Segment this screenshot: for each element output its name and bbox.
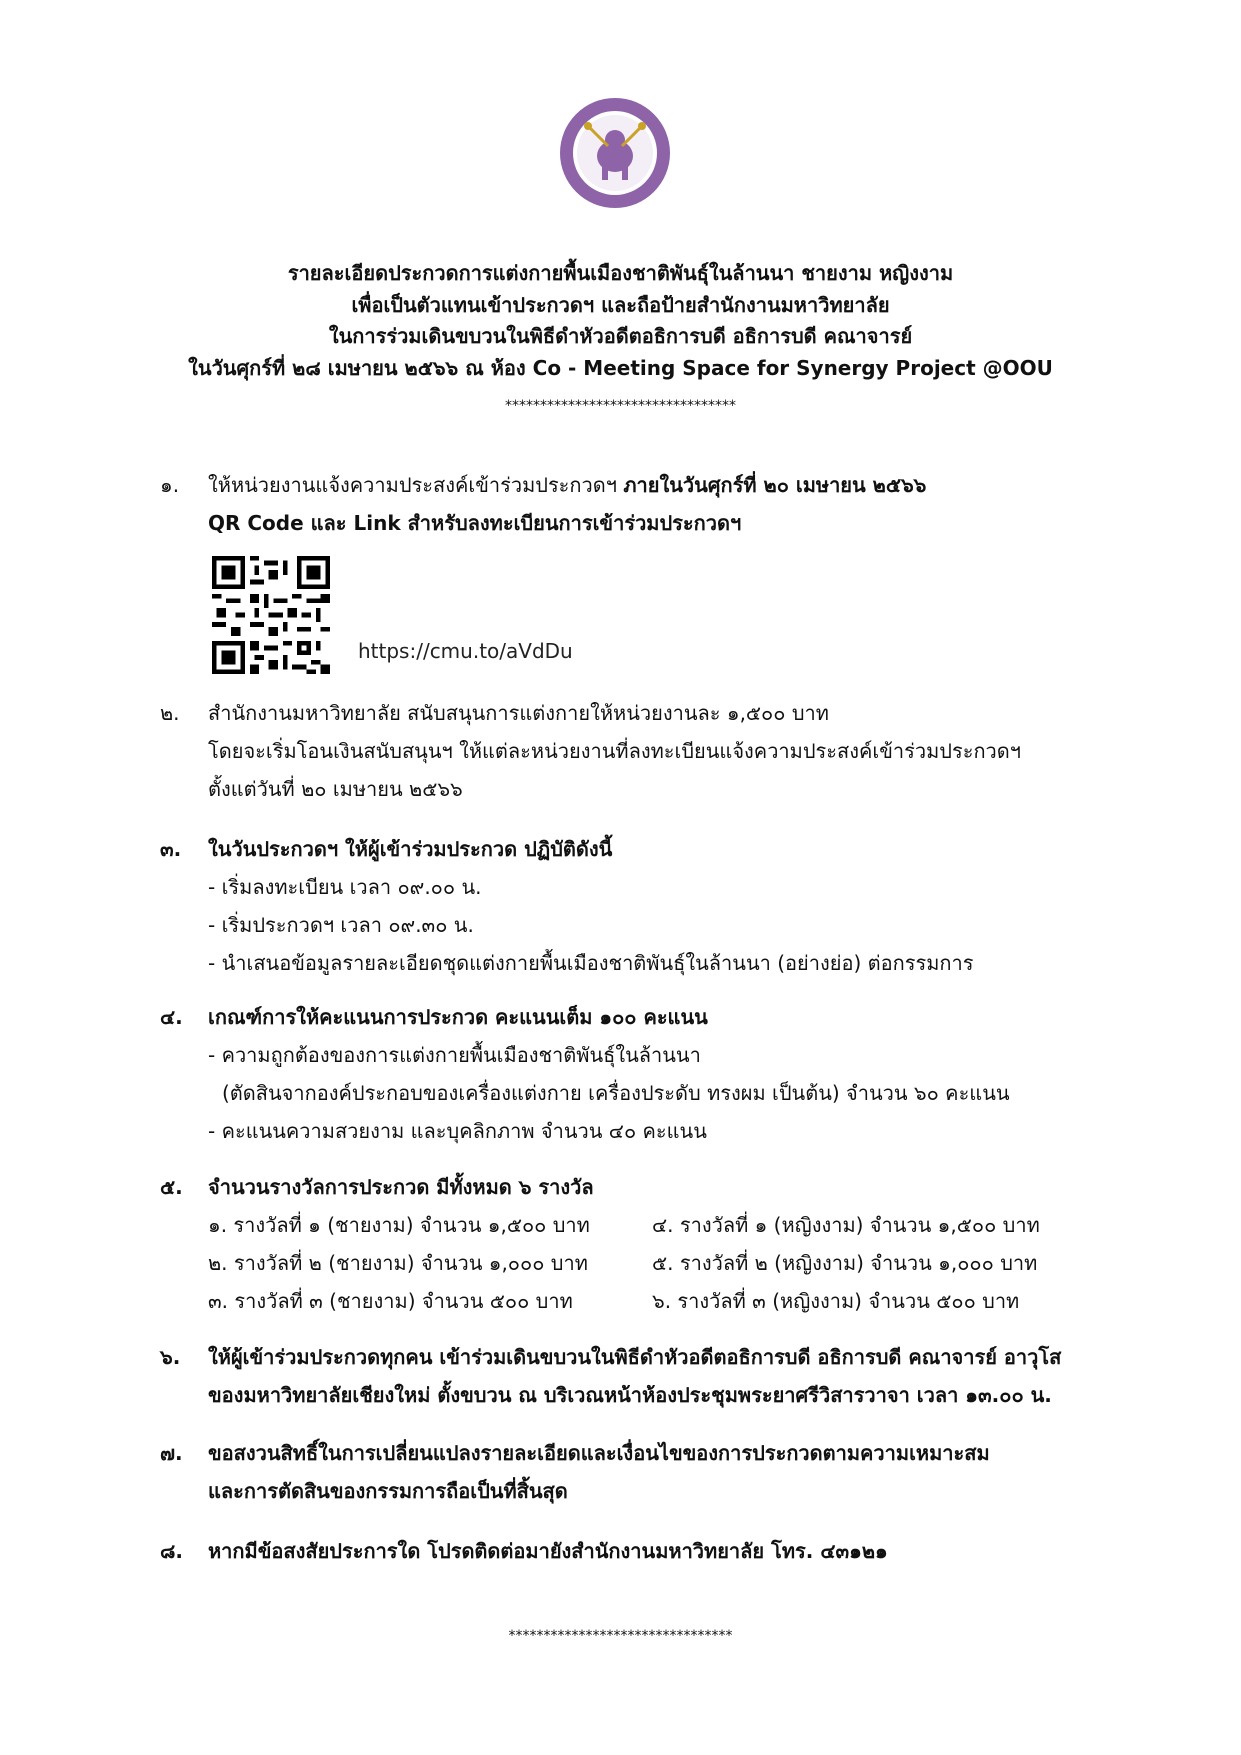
item-8-line-1: หากมีข้อสงสัยประการใด โปรดติดต่อมายังสำนักงานมหาวิทยาลัย โทร. ๔๓๑๒๑ [208,1539,888,1563]
item-4-line-1: - ความถูกต้องของการแต่งกายพื้นเมืองชาติพันธุ์ในล้านนา [208,1043,701,1067]
prize-6: ๖. รางวัลที่ ๓ (หญิงงาม) จำนวน ๕๐๐ บาท [652,1289,1020,1313]
item-6-line-2: ของมหาวิทยาลัยเชียงใหม่ ตั้งขบวน ณ บริเวณหน้าห้องประชุมพระยาศรีวิสารวาจา เวลา ๑๓.๐๐ น. [208,1383,1052,1407]
registration-link[interactable]: https://cmu.to/aVdDu [358,639,573,663]
item-1-registration-label: QR Code และ Link สำหรับลงทะเบียนการเข้าร่วมประกวดฯ [208,511,742,535]
item-4-line-3: - คะแนนความสวยงาม และบุคลิกภาพ จำนวน ๔๐ คะแนน [208,1119,707,1143]
item-5 [160,1168,594,1206]
item-6-number: ๖. [160,1345,181,1369]
header-separator: ********************************* [505,398,736,414]
title-line-4: ในวันศุกร์ที่ ๒๘ เมษายน ๒๕๖๖ ณ ห้อง Co - Meeting Space for Synergy Project @OOU [188,355,1053,380]
item-2-line-2: โดยจะเริ่มโอนเงินสนับสนุนฯ ให้แต่ละหน่วยงานที่ลงทะเบียนแจ้งความประสงค์เข้าร่วมประกวดฯ [208,739,1021,763]
item-2-line-1: สำนักงานมหาวิทยาลัย สนับสนุนการแต่งกายให้หน่วยงานละ ๑,๕๐๐ บาท [208,701,829,725]
item-1-deadline: ภายในวันศุกร์ที่ ๒๐ เมษายน ๒๕๖๖ [623,473,927,497]
item-1-text: ให้หน่วยงานแจ้งความประสงค์เข้าร่วมประกวดฯ [208,473,624,497]
item-3-number: ๓. [160,837,182,861]
item-1-number: ๑. [160,473,180,497]
footer-separator: ******************************** [508,1628,733,1644]
item-8 [160,1532,888,1570]
item-3 [160,830,973,982]
prize-4: ๔. รางวัลที่ ๑ (หญิงงาม) จำนวน ๑,๕๐๐ บาท [652,1213,1040,1237]
item-1 [160,466,926,542]
item-3-bullet-3: - นำเสนอข้อมูลรายละเอียดชุดแต่งกายพื้นเมืองชาติพันธุ์ในล้านนา (อย่างย่อ) ต่อกรรมการ [208,951,974,975]
item-2-number: ๒. [160,701,180,725]
item-2-line-3: ตั้งแต่วันที่ ๒๐ เมษายน ๒๕๖๖ [208,777,463,801]
item-7-line-1: ขอสงวนสิทธิ์ในการเปลี่ยนแปลงรายละเอียดและเงื่อนไขของการประกวดตามความเหมาะสม [208,1441,990,1465]
item-3-bullet-2: - เริ่มประกวดฯ เวลา ๐๙.๓๐ น. [208,913,474,937]
item-4-heading: เกณฑ์การให้คะแนนการประกวด คะแนนเต็ม ๑๐๐ คะแนน [208,1005,708,1029]
prize-3: ๓. รางวัลที่ ๓ (ชายงาม) จำนวน ๕๐๐ บาท [208,1289,573,1313]
item-7-number: ๗. [160,1441,183,1465]
title-line-2: เพื่อเป็นตัวแทนเข้าประกวดฯ และถือป้ายสำนักงานมหาวิทยาลัย [351,292,890,317]
title-line-1: รายละเอียดประกวดการแต่งกายพื้นเมืองชาติพันธุ์ในล้านนา ชายงาม หญิงงาม [287,261,954,285]
item-5-number: ๕. [160,1175,183,1199]
prize-list-male [208,1206,590,1320]
item-4-line-2: (ตัดสินจากองค์ประกอบของเครื่องแต่งกาย เครื่องประดับ ทรงผม เป็นต้น) จำนวน ๖๐ คะแนน [222,1081,1010,1105]
item-2 [160,694,1021,808]
prize-list-female [652,1206,1040,1320]
item-7-line-2: และการตัดสินของกรรมการถือเป็นที่สิ้นสุด [208,1479,568,1503]
title-line-3: ในการร่วมเดินขบวนในพิธีดำหัวอดีตอธิการบดี อธิการบดี คณาจารย์ [328,324,913,348]
prize-1: ๑. รางวัลที่ ๑ (ชายงาม) จำนวน ๑,๕๐๐ บาท [208,1213,590,1237]
prize-2: ๒. รางวัลที่ ๒ (ชายงาม) จำนวน ๑,๐๐๐ บาท [208,1251,588,1275]
prize-5: ๕. รางวัลที่ ๒ (หญิงงาม) จำนวน ๑,๐๐๐ บาท [652,1251,1038,1275]
item-3-bullet-1: - เริ่มลงทะเบียน เวลา ๐๙.๐๐ น. [208,875,482,899]
item-3-heading: ในวันประกวดฯ ให้ผู้เข้าร่วมประกวด ปฏิบัติดังนี้ [208,837,613,861]
item-8-number: ๘. [160,1539,184,1563]
item-7 [160,1434,990,1510]
university-seal-elephant-icon [558,96,672,210]
item-6 [160,1338,1061,1414]
item-4 [160,998,1010,1150]
page-title [0,258,1241,384]
item-4-number: ๔. [160,1005,183,1029]
item-6-line-1: ให้ผู้เข้าร่วมประกวดทุกคน เข้าร่วมเดินขบวนในพิธีดำหัวอดีตอธิการบดี อธิการบดี คณาจารย์ อาวุโส [208,1345,1062,1369]
item-5-heading: จำนวนรางวัลการประกวด มีทั้งหมด ๖ รางวัล [208,1175,594,1199]
qr-code-icon[interactable] [212,556,330,674]
